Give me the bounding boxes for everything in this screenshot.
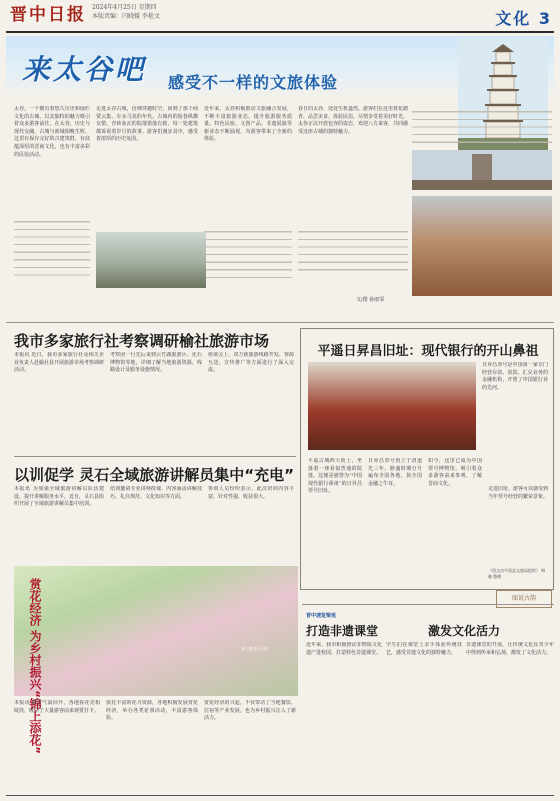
travel-article-headline: 我市多家旅行社考察调研榆社旅游市场 [14,332,270,350]
heritage-article-column-3: 非遗课堂的开展，让传统文化在青少年中得到传承和弘扬，激发了文化活力。 [466,642,554,656]
top-article-column-3-continued [204,226,292,278]
issue-editors: 本版责编：闫晓媛 李艳文 [92,13,160,20]
section-divider [6,322,554,323]
section-stamp: 图说古韵 [496,590,552,608]
banner-subtitle: 感受不一样的文旅体验 [168,73,339,92]
guide-article-column-2: 培训邀请专业讲师授课，内容涵盖讲解技巧、礼仪规范、文化知识等方面。 [110,486,202,500]
top-article-column-2: 走进太谷古城，仿佛穿越时空，回到了那个商贾云集、车水马龙的年代。古城内的街巷纵横交错，青砖灰瓦的院落错落有致，每一处建筑都诉说着岁月的故事。游客们漫步其中，感受着浓厚的历史氛围。 [96,106,198,143]
right-column-text [412,106,552,148]
top-article-byline: 文/图 孙雨霏 [356,297,385,303]
bank-article-column-2: 日昇昌票号创立于清道光三年，鼎盛时期分号遍布全国各地，执全国金融之牛耳。 [368,458,422,487]
bank-article-side-column: 日昇昌票号是中国第一家专门经营存款、放款、汇兑业务的金融机构，开创了中国银行业的先河。 [482,362,548,391]
heritage-article-column-1: 近年来，我市积极推动非物质文化遗产进校园，打造特色非遗课堂。 [306,642,382,656]
courtyard-photo [412,196,552,296]
top-article-column-4-continued [298,226,408,272]
heritage-article-column-2: 学生们在课堂上亲手体验传统技艺，感受非遗文化的独特魅力。 [386,642,462,656]
flower-article-column-3: 赏花经济的兴起，不仅带动了当地餐饮、住宿等产业发展，也为乡村振兴注入了新活力。 [204,700,296,722]
issue-date: 2024年4月25日 星期四 [92,4,157,11]
top-article-column-3: 近年来，太谷积极推动文旅融合发展，不断丰富旅游业态，提升旅游服务质量。特色民宿、文创产品、非遗展演等新业态不断涌现，为游客带来了全新的体验。 [204,106,292,143]
guide-article-column-1: 本报讯 为加强全域旅游讲解员队伍建设，提升讲解服务水平，近日，灵石县组织开展了全域旅游讲解员集中培训。 [14,486,104,508]
tower-photo [412,150,552,190]
banner-title: 来太谷吧 [22,53,147,86]
heritage-article-headline-1: 打造非遗课堂 [306,624,379,638]
top-article-column-1: 太谷，一个拥有着悠久历史和灿烂文化的古城，以其独特的魅力吸引着众多游客前往。在太谷，历史与现代交融，古城与新城相映生辉。这里有保存完好的古建筑群，有底蕴深厚的晋商文化，也有丰富多彩的民俗活动。 [14,106,90,158]
flower-article-vertical-title: 赏花经济 为乡村振兴“锦上添花” [28,578,42,754]
bank-article-credit: （图文由平遥县文旅局提供） 韩晓 整理 [488,568,546,579]
footer-rule [6,795,554,796]
heritage-article-kicker: 晋中速览梁悦 [306,613,337,619]
guide-article-headline: 以训促学 灵石全域旅游讲解员集中“充电” [14,466,294,484]
masthead-rule [6,31,554,33]
pavilion-photo [96,232,206,288]
rishengchang-photo [308,362,476,450]
travel-article-column-1: 本报讯 近日，我市多家旅行社及相关企业负责人赴榆社县开展旅游市场考察调研活动。 [14,352,104,374]
flower-photo-caption: 春日赏花正当时 [241,646,269,651]
bank-article-headline: 平遥日昇昌旧址：现代银行的开山鼻祖 [317,344,539,359]
flower-festival-photo [14,566,298,696]
bank-article-column-1: 平遥古城西大街上，坐落着一座看似普通的院落，这便是被誉为“中国现代银行鼻祖”的日昇昌票号旧址。 [308,458,362,495]
top-article-column-4: 春日的太谷，处处生机盎然。游客们在这里赏花踏青、品尝美食、体验民俗，尽情享受着美好时光。太谷正以开放包容的姿态，欢迎八方来客，共同感受这座古城的独特魅力。 [298,106,408,135]
section-divider [14,456,296,457]
bank-article-column-4: 走进旧址，游客可以感受到当年票号经营的繁荣景象。 [488,486,548,500]
heritage-article-headline-2: 激发文化活力 [428,624,501,638]
bank-article-column-3: 如今，这里已成为中国票号博物馆，吸引着众多游客前来参观，了解晋商文化。 [428,458,482,487]
flower-article-column-1: 本报讯 随着气温回升，各地春花竞相绽放，吸引了大量游客前来观赏打卡。 [14,700,100,714]
travel-article-column-2: 考察团一行先后来到云竹湖旅游区、化石博物馆等地，详细了解当地旅游资源、线路设计及服务设施情况。 [110,352,202,374]
flower-article-column-2: 依托丰富的花卉资源，各地积极发展赏花经济，举办各类花事活动，丰富游客体验。 [106,700,198,722]
newspaper-logo: 晋中日报 [10,5,86,25]
top-article-column-1-continued [14,216,90,278]
guide-article-column-3: 参训人员纷纷表示，此次培训内容丰富、针对性强，收获很大。 [208,486,294,500]
section-name: 文化 3 [495,9,552,28]
section-divider [302,604,554,605]
travel-article-column-3: 座谈会上，双方就旅游线路开发、客源互送、宣传推广等方面进行了深入交流。 [208,352,294,374]
